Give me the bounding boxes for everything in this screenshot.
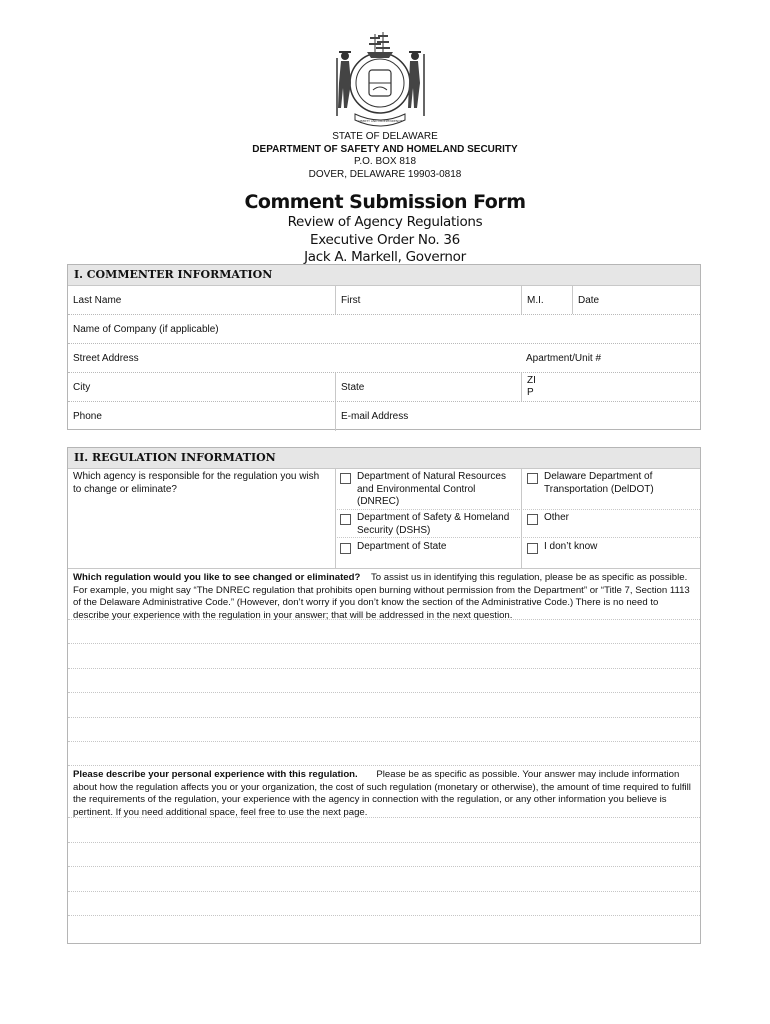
phone-field[interactable]: Phone <box>73 411 102 422</box>
dnrec-checkbox[interactable] <box>340 473 351 484</box>
regulation-question-instructions: To assist us in identifying this regulation, please be as specific as possible. For example, you might say “The DNREC regulation that prohibits open burning without permission from the Department” or “Title 7, Section 1113 of the Delaware Administrative Code.” (However, don’t worry if you don’t know the section of the Administrative Code.) There is no need to describe your experience with the regulation in your answer; that will be addressed in the next question. <box>73 572 690 621</box>
agency-header <box>0 131 770 181</box>
deldot-checkbox[interactable] <box>527 473 538 484</box>
subtitle-review: Review of Agency Regulations <box>287 214 483 230</box>
seal-motto: LIBERTY AND INDEPENDENCE <box>357 119 403 123</box>
address-row <box>68 344 700 373</box>
agency-question-block <box>68 469 700 569</box>
regulation-question <box>68 569 700 619</box>
city-zip: DOVER, DELAWARE 19903-0818 <box>308 168 462 180</box>
commenter-information-section <box>67 264 701 430</box>
zip-field[interactable]: ZI P <box>521 373 700 401</box>
experience-question <box>68 765 700 817</box>
dshs-checkbox[interactable] <box>340 514 351 525</box>
section-heading-commenter: I. COMMENTER INFORMATION <box>68 265 700 286</box>
section-heading-regulation: II. REGULATION INFORMATION <box>68 448 700 469</box>
form-title: Comment Submission Form <box>244 191 526 213</box>
first-name-field[interactable]: First <box>335 286 521 314</box>
option-department-of-state[interactable]: Department of State <box>340 541 518 554</box>
other-checkbox[interactable] <box>527 514 538 525</box>
last-name-field[interactable]: Last Name <box>73 294 122 306</box>
option-deldot[interactable]: Delaware Department of Transportation (DelDOT) <box>527 471 697 496</box>
department-name: DEPARTMENT OF SAFETY AND HOMELAND SECURITY <box>252 143 518 155</box>
form-titles <box>0 190 770 267</box>
delaware-state-seal <box>325 28 435 128</box>
regulation-question-title: Which regulation would you like to see changed or eliminated? <box>73 572 361 583</box>
state-field[interactable]: State <box>335 373 521 401</box>
company-name-field[interactable]: Name of Company (if applicable) <box>73 323 219 335</box>
city-row <box>68 373 700 402</box>
name-row <box>68 286 700 315</box>
state-name: STATE OF DELAWARE <box>332 131 438 142</box>
middle-initial-field[interactable]: M.I. <box>521 286 572 314</box>
option-dont-know[interactable]: I don’t know <box>527 541 697 554</box>
subtitle-governor: Jack A. Markell, Governor <box>304 249 466 265</box>
dont-know-checkbox[interactable] <box>527 543 538 554</box>
experience-question-instructions: Please be as specific as possible. Your answer may include information about how the regulation affects you or your organization, the cost of such regulation (monetary or otherwise), the amount of time required to fulfill the requirements of the regulation, your experience with the agency in connection with the regulation, or any other information you believe is pertinent. If you need additional space, feel free to use the next page. <box>73 769 691 818</box>
contact-row <box>68 402 700 431</box>
option-dnrec[interactable]: Department of Natural Resources and Environmental Control (DNREC) <box>340 471 518 509</box>
option-other[interactable]: Other <box>527 512 697 525</box>
experience-question-title: Please describe your personal experience with this regulation. <box>73 769 358 781</box>
city-field[interactable]: City <box>73 381 91 393</box>
department-of-state-checkbox[interactable] <box>340 543 351 554</box>
regulation-information-section <box>67 447 701 944</box>
agency-question: Which agency is responsible for the regulation you wish to change or eliminate? <box>73 471 320 495</box>
subtitle-executive-order: Executive Order No. 36 <box>310 231 460 248</box>
email-field[interactable]: E-mail Address <box>335 402 700 431</box>
po-box: P.O. BOX 818 <box>353 156 417 167</box>
regulation-answer-area[interactable] <box>68 619 700 765</box>
apartment-unit-field[interactable]: Apartment/Unit # <box>526 352 602 364</box>
experience-answer-area[interactable] <box>68 817 700 939</box>
date-field[interactable]: Date <box>572 286 700 314</box>
option-dshs[interactable]: Department of Safety & Homeland Security (DSHS) <box>340 512 518 537</box>
street-address-field[interactable]: Street Address <box>73 352 139 364</box>
company-row <box>68 315 700 344</box>
